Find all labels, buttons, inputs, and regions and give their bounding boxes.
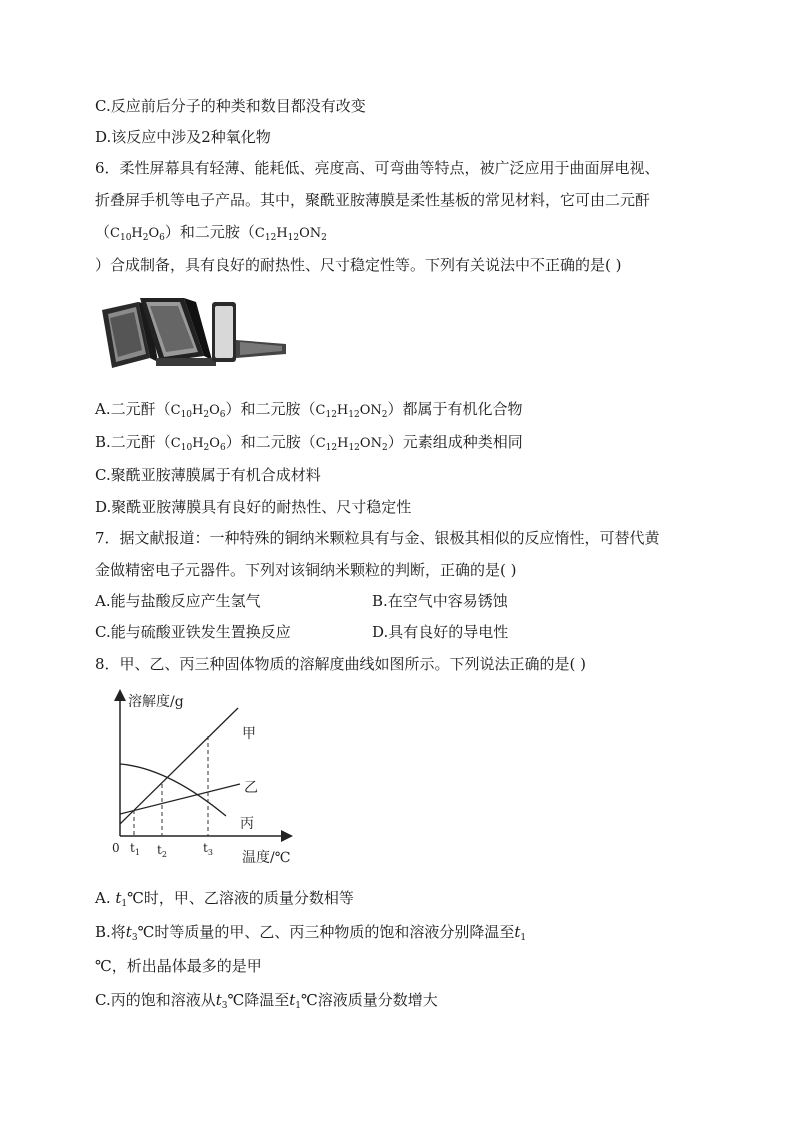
q6-option-d: D.聚酰亚胺薄膜具有良好的耐热性、尺寸稳定性 xyxy=(95,498,412,516)
flexible-screen-devices-image xyxy=(100,296,290,370)
q7-option-b: B.在空气中容易锈蚀 xyxy=(372,592,508,610)
q7-stem-line-2: 金做精密电子元器件。下列对该铜纳米颗粒的判断，正确的是( ) xyxy=(95,561,517,579)
curve-label-bing: 丙 xyxy=(240,816,254,832)
q5-option-c: C.反应前后分子的种类和数目都没有改变 xyxy=(95,97,366,115)
q6-option-b: B.二元酐$(C_{10}H_2O_6)$和二元胺$(C_{12}H_{12}ON_2)$元素组成种类相同 xyxy=(95,433,523,453)
q7-option-d: D.具有良好的导电性 xyxy=(372,623,509,641)
tick-t1: $t_1$ xyxy=(130,841,140,857)
tick-t3: $t_3$ xyxy=(203,841,213,857)
q7-option-c: C.能与硫酸亚铁发生置换反应 xyxy=(95,623,291,641)
q8-option-a: A. $t_1℃$时，甲、乙溶液的质量分数相等 xyxy=(95,889,354,909)
q7-stem-line-1: 7．据文献报道：一种特殊的铜纳米颗粒具有与金、银极其相似的反应惰性，可替代黄 xyxy=(95,529,660,547)
origin-label: 0 xyxy=(112,841,120,855)
solubility-curve-diagram xyxy=(108,686,308,870)
q6-stem-line-1: 6．柔性屏幕具有轻薄、能耗低、亮度高、可弯曲等特点，被广泛应用于曲面屏电视、 xyxy=(95,159,660,177)
curve-jia xyxy=(120,708,238,824)
q5-option-d: D.该反应中涉及2种氧化物 xyxy=(95,128,271,146)
amine-formula: $C_{12}H_{12}ON_2$ xyxy=(254,226,327,243)
q8-option-b-continued: ℃，析出晶体最多的是甲 xyxy=(95,957,262,975)
q8-stem: 8．甲、乙、丙三种固体物质的溶解度曲线如图所示。下列说法正确的是( ) xyxy=(95,655,587,673)
q8-option-c: C.丙的饱和溶液从$t_3℃$降温至$t_1℃$溶液质量分数增大 xyxy=(95,991,438,1011)
tick-t2: $t_2$ xyxy=(157,843,167,859)
q6-option-a: A.二元酐$(C_{10}H_2O_6)$和二元胺$(C_{12}H_{12}ON_2)$都属于有机化合物 xyxy=(95,400,523,420)
q8-option-b: B.将$t_3℃$时等质量的甲、乙、丙三种物质的饱和溶液分别降温至$t_1$ xyxy=(95,923,527,943)
q7-option-a: A.能与盐酸反应产生氢气 xyxy=(95,592,261,610)
y-axis-label: 溶解度/g xyxy=(128,694,184,710)
q6-stem-line-3: $(C_{10}H_2O_6)$和二元胺（$C_{12}H_{12}ON_2$ xyxy=(95,223,327,243)
curve-label-yi: 乙 xyxy=(244,780,258,796)
anhydride-formula: $C_{10}H_2O_6$ xyxy=(110,226,165,243)
x-axis-label: 温度/℃ xyxy=(242,850,291,866)
q6-stem-line-2: 折叠屏手机等电子产品。其中，聚酰亚胺薄膜是柔性基板的常见材料，它可由二元酐 xyxy=(95,191,651,209)
curve-yi xyxy=(120,784,240,814)
curve-label-jia: 甲 xyxy=(242,726,256,742)
q6-stem-line-4: ）合成制备，具有良好的耐热性、尺寸稳定性等。下列有关说法中不正确的是( ) xyxy=(95,256,622,274)
q6-option-c: C.聚酰亚胺薄膜属于有机合成材料 xyxy=(95,466,321,484)
